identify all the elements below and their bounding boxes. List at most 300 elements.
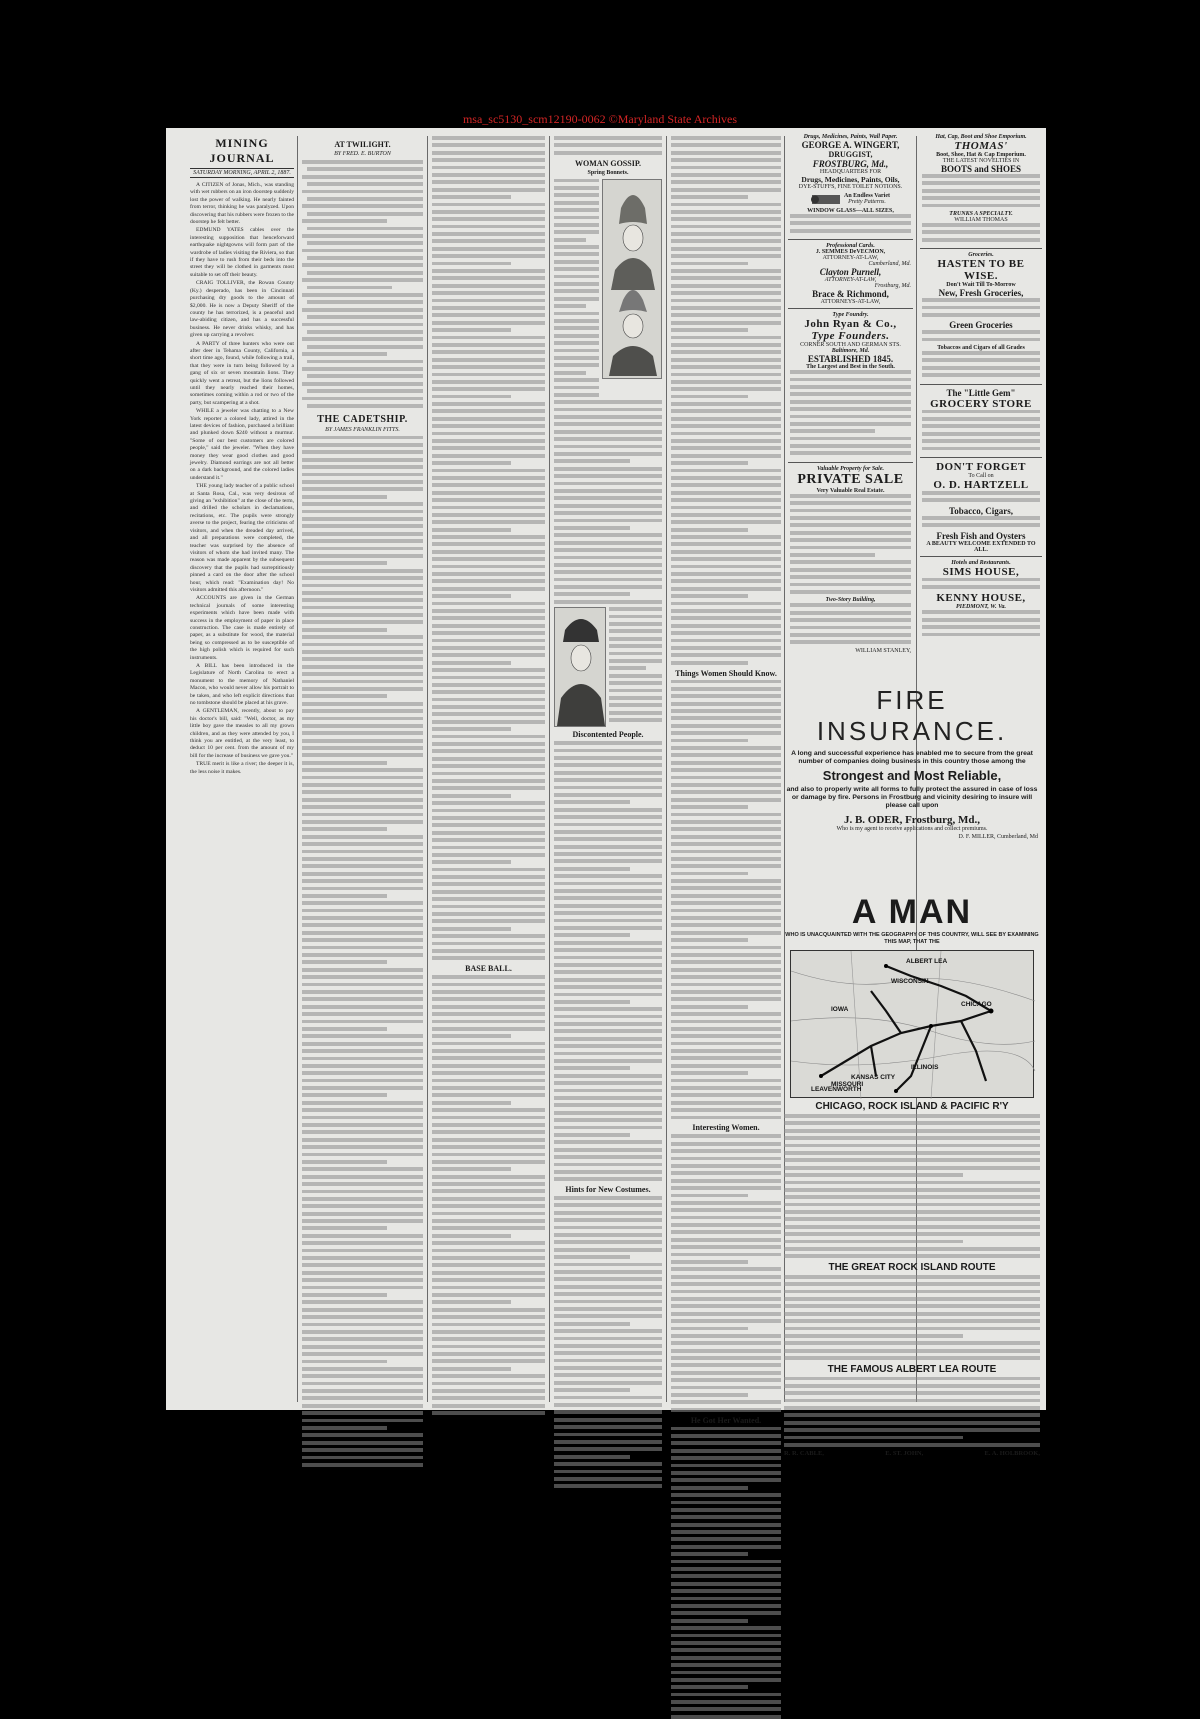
text-line	[671, 631, 781, 635]
text-line	[554, 852, 662, 856]
text-line	[554, 956, 662, 960]
text-line	[671, 1685, 748, 1689]
text-line	[302, 1396, 423, 1400]
text-line	[302, 635, 423, 639]
text-line	[554, 911, 662, 915]
text-line	[671, 542, 781, 546]
text-line	[432, 195, 511, 199]
text-line	[671, 535, 781, 539]
text-line	[671, 1064, 781, 1068]
text-line	[671, 602, 781, 606]
text-line	[784, 1151, 1040, 1155]
column-rule	[297, 136, 298, 1402]
text-line	[671, 616, 781, 620]
text-line	[671, 960, 781, 964]
text-line	[784, 1247, 1040, 1251]
text-line	[671, 916, 781, 920]
text-line	[307, 286, 392, 290]
text-line	[922, 230, 1040, 234]
text-line	[302, 1071, 423, 1075]
text-line	[671, 1275, 781, 1279]
text-line	[432, 491, 545, 495]
wanted-title: He Got Her Wanted.	[690, 1415, 762, 1425]
wingert-glass: WINDOW GLASS—ALL SIZES,	[807, 208, 894, 214]
text-line	[432, 1130, 545, 1134]
wingert-goods: Drugs, Medicines, Paints, Oils,	[801, 175, 900, 184]
text-line	[302, 1241, 423, 1245]
text-line	[790, 618, 911, 622]
text-line	[432, 1226, 545, 1230]
text-line	[432, 276, 545, 280]
text-line	[432, 262, 511, 266]
text-line	[307, 330, 423, 334]
text-line	[554, 763, 662, 767]
text-line	[302, 450, 423, 454]
hat-illustration	[554, 607, 606, 727]
wanted-body	[671, 1427, 781, 1719]
text-line	[671, 343, 781, 347]
text-line	[784, 1319, 1040, 1323]
text-line	[671, 328, 748, 332]
professional-cards	[788, 240, 913, 309]
dont-wait: Don't Wait Till To-Morrow	[946, 282, 1016, 289]
text-line	[790, 568, 911, 572]
text-line	[432, 942, 545, 946]
ryan-ad	[788, 309, 913, 463]
text-line	[302, 397, 423, 401]
text-line	[671, 776, 781, 780]
map-label: WISCONSIN	[891, 978, 929, 985]
text-line	[554, 896, 662, 900]
text-line	[554, 143, 662, 147]
text-line	[554, 1170, 662, 1174]
railroad-map	[790, 950, 1034, 1098]
text-line	[302, 1300, 423, 1304]
text-line	[302, 879, 423, 883]
text-line	[554, 1329, 662, 1333]
text-line	[554, 926, 662, 930]
text-line	[671, 661, 748, 665]
text-line	[554, 948, 662, 952]
text-line	[554, 1074, 662, 1078]
text-line	[790, 516, 911, 520]
text-line	[432, 1249, 545, 1253]
text-line	[432, 528, 511, 532]
text-line	[554, 526, 630, 530]
map-label: ILLINOIS	[911, 1064, 939, 1071]
text-line	[432, 572, 545, 576]
text-line	[302, 1057, 423, 1061]
poem-author: BY FRED. E. BURTON	[334, 151, 391, 157]
text-line	[302, 1219, 423, 1223]
text-line	[302, 1226, 387, 1230]
grocery-ad	[920, 249, 1042, 385]
text-line	[554, 1022, 662, 1026]
prof-title: Professional Cards.	[826, 243, 875, 250]
text-line	[671, 1356, 781, 1360]
text-line	[790, 494, 911, 498]
text-line	[432, 232, 545, 236]
text-line	[671, 1005, 748, 1009]
text-line	[671, 872, 748, 876]
railroad-sig-1: R. R. CABLE,	[784, 1450, 824, 1458]
text-line	[432, 1352, 545, 1356]
text-line	[302, 606, 423, 610]
text-line	[784, 1282, 1040, 1286]
text-line	[671, 997, 781, 1001]
text-line	[671, 798, 781, 802]
text-line	[302, 731, 423, 735]
text-line	[790, 370, 911, 374]
text-line	[302, 517, 423, 521]
text-line	[671, 1552, 748, 1556]
text-line	[432, 432, 545, 436]
hotels-ad	[920, 557, 1042, 643]
text-line	[432, 757, 545, 761]
text-line	[432, 868, 545, 872]
brace-role: ATTORNEYS-AT-LAW,	[820, 299, 881, 306]
text-line	[671, 1327, 748, 1331]
text-line	[302, 1463, 423, 1467]
text-line	[302, 263, 423, 267]
text-line	[671, 1582, 781, 1586]
text-line	[432, 668, 545, 672]
article-paragraph: WHILE a jeweler was chatting to a New York reporter a colored lady, attired in the latest devices of fashion, purchased a brilliant and plunked down $240 without a murmur. "Some of our best customers are colored people," said the jeweler. "When they have money they wear good clothes and good jewelry. Diamond earrings are not all better on a dark background, and the colored ladies understand it."	[190, 408, 294, 481]
text-line	[671, 1171, 781, 1175]
wingert-name: GEORGE A. WINGERT,	[801, 140, 900, 150]
text-line	[671, 424, 781, 428]
text-line	[432, 1197, 545, 1201]
map-label: CHICAGO	[961, 1001, 992, 1008]
text-line	[432, 1071, 545, 1075]
text-line	[554, 1381, 662, 1385]
text-line	[554, 282, 599, 286]
text-line	[671, 446, 781, 450]
text-line	[432, 890, 545, 894]
text-line	[302, 709, 423, 713]
text-line	[671, 350, 781, 354]
story-body	[302, 436, 423, 1467]
text-line	[671, 579, 781, 583]
text-line	[671, 1201, 781, 1205]
wingert-role: DRUGGIST,	[828, 150, 873, 159]
text-line	[432, 823, 545, 827]
spring-bonnets-title: Spring Bonnets.	[587, 169, 629, 176]
text-line	[671, 1486, 748, 1490]
text-line	[922, 625, 1040, 629]
text-line	[922, 196, 1040, 200]
text-line	[302, 352, 387, 356]
text-line	[671, 1508, 781, 1512]
text-line	[554, 400, 662, 404]
text-line	[554, 363, 599, 367]
text-line	[671, 624, 781, 628]
property-ad	[788, 463, 913, 657]
text-line	[554, 260, 599, 264]
text-line	[671, 188, 781, 192]
text-line	[671, 225, 781, 229]
text-line	[432, 535, 545, 539]
text-line	[671, 1253, 781, 1257]
text-line	[784, 1421, 1040, 1425]
text-line	[671, 1079, 781, 1083]
text-line	[432, 513, 545, 517]
text-line	[432, 151, 545, 155]
text-line	[554, 1396, 662, 1400]
text-line	[554, 830, 662, 834]
text-line	[302, 798, 423, 802]
story-continued	[432, 136, 545, 960]
text-line	[302, 1153, 423, 1157]
text-line	[432, 217, 545, 221]
text-line	[554, 963, 662, 967]
text-line	[302, 443, 423, 447]
text-line	[432, 772, 545, 776]
text-line	[302, 820, 423, 824]
text-line	[302, 672, 423, 676]
text-line	[432, 203, 545, 207]
text-line	[432, 439, 545, 443]
text-line	[922, 189, 1040, 193]
text-line	[302, 813, 423, 817]
text-line	[432, 735, 545, 739]
text-line	[671, 1267, 781, 1271]
text-line	[671, 336, 781, 340]
text-line	[302, 367, 423, 371]
text-line	[432, 520, 545, 524]
text-line	[554, 1447, 662, 1451]
text-line	[302, 532, 423, 536]
text-line	[432, 1396, 545, 1400]
text-line	[302, 1404, 423, 1408]
text-line	[671, 842, 781, 846]
text-line	[302, 1419, 423, 1423]
article-paragraph: A BILL has been introduced in the Legislature of North Carolina to erect a monument to the memory of Nathaniel Macon, who would never allow his portrait to be taken, and who left explicit directions that no tombstone should be placed at his grave.	[190, 663, 294, 707]
thomas-fine	[922, 174, 1040, 207]
text-line	[554, 1373, 662, 1377]
text-line	[302, 1116, 423, 1120]
text-line	[432, 239, 545, 243]
text-line	[671, 820, 781, 824]
text-line	[922, 516, 1040, 520]
text-line	[790, 385, 911, 389]
text-line	[671, 827, 781, 831]
text-line	[922, 373, 1040, 377]
text-line	[554, 1089, 662, 1093]
devecmon-name: J. SEMMES DeVECMON,	[815, 249, 886, 256]
newspaper-page	[166, 128, 1046, 1458]
text-line	[432, 1219, 545, 1223]
fire-agent: J. B. ODER, Frostburg, Md.,	[843, 814, 981, 826]
fresh-groceries: New, Fresh Groceries,	[938, 288, 1024, 299]
text-line	[432, 990, 545, 994]
text-line	[790, 400, 911, 404]
text-line	[554, 837, 662, 841]
text-line	[671, 1663, 781, 1667]
text-line	[432, 816, 545, 820]
text-line	[432, 1300, 511, 1304]
text-line	[302, 665, 423, 669]
text-line	[307, 167, 423, 171]
private-sale: PRIVATE SALE	[797, 471, 904, 487]
albert-lea-route: THE FAMOUS ALBERT LEA ROUTE	[827, 1363, 997, 1375]
text-line	[671, 461, 748, 465]
text-line	[671, 1245, 781, 1249]
railroad-route: THE GREAT ROCK ISLAND ROUTE	[828, 1261, 996, 1273]
text-line	[922, 338, 1040, 342]
text-line	[609, 659, 662, 663]
text-line	[432, 387, 545, 391]
text-line	[432, 983, 545, 987]
text-line	[302, 561, 387, 565]
text-line	[784, 1391, 1040, 1395]
text-line	[671, 239, 781, 243]
text-line	[671, 694, 781, 698]
text-line	[784, 1443, 1040, 1447]
text-line	[671, 1216, 781, 1220]
text-line	[302, 1190, 423, 1194]
text-line	[432, 350, 545, 354]
text-line	[302, 1448, 423, 1452]
text-line	[554, 889, 662, 893]
text-line	[671, 716, 781, 720]
text-line	[432, 690, 545, 694]
text-line	[609, 644, 662, 648]
column-2	[302, 136, 423, 1402]
text-line	[790, 590, 911, 594]
text-line	[432, 609, 545, 613]
text-line	[922, 491, 1040, 495]
text-line	[671, 894, 781, 898]
text-line	[671, 1648, 781, 1652]
text-line	[432, 446, 545, 450]
discontented-body	[554, 741, 662, 1181]
text-line	[671, 1093, 781, 1097]
text-line	[554, 1344, 662, 1348]
text-line	[302, 827, 387, 831]
text-line	[554, 1477, 662, 1481]
thomas-novel: THE LATEST NOVELTIES IN	[942, 158, 1020, 164]
text-line	[790, 415, 911, 419]
railroad-title: CHICAGO, ROCK ISLAND & PACIFIC R'Y	[815, 1101, 1009, 1112]
text-line	[554, 1203, 662, 1207]
text-line	[432, 742, 545, 746]
wingert-variety: An Endless Variet	[843, 193, 890, 199]
text-line	[302, 938, 423, 942]
text-line	[554, 941, 662, 945]
text-line	[671, 1441, 781, 1445]
text-line	[432, 1271, 545, 1275]
text-line	[922, 174, 1040, 178]
text-line	[432, 1256, 545, 1260]
grocery-store: GROCERY STORE	[930, 397, 1032, 410]
text-line	[302, 628, 387, 632]
wingert-strip: Drugs, Medicines, Paints, Wall Paper.	[803, 134, 898, 140]
text-line	[432, 136, 545, 140]
text-line	[432, 454, 545, 458]
text-line	[671, 886, 781, 890]
text-line	[671, 835, 781, 839]
text-line	[671, 387, 781, 391]
text-line	[432, 424, 545, 428]
text-line	[554, 1300, 662, 1304]
text-line	[554, 815, 662, 819]
text-line	[671, 1034, 781, 1038]
poem-title: AT TWILIGHT.	[334, 140, 391, 149]
text-line	[671, 299, 781, 303]
text-line	[554, 1484, 662, 1488]
text-line	[302, 1256, 423, 1260]
text-line	[554, 238, 586, 242]
text-line	[671, 1611, 781, 1615]
text-line	[671, 365, 781, 369]
text-line	[554, 136, 662, 140]
text-line	[671, 1560, 781, 1564]
railroad-sig-2: E. ST. JOHN,	[885, 1450, 924, 1458]
text-line	[790, 429, 875, 433]
text-line	[432, 1093, 545, 1097]
base-ball-body	[432, 975, 545, 1415]
text-line	[307, 404, 423, 408]
text-line	[302, 234, 423, 238]
text-line	[554, 452, 662, 456]
text-line	[671, 783, 781, 787]
text-line	[671, 306, 781, 310]
text-line	[671, 953, 781, 957]
text-line	[554, 1425, 662, 1429]
text-line	[554, 1307, 662, 1311]
text-line	[302, 569, 423, 573]
fire-strongest: Strongest and Most Reliable,	[822, 768, 1002, 783]
text-line	[432, 1160, 545, 1164]
text-line	[671, 151, 781, 155]
text-line	[554, 592, 630, 596]
text-line	[671, 1537, 781, 1541]
text-line	[554, 1126, 662, 1130]
text-line	[302, 584, 423, 588]
text-line	[432, 1278, 545, 1282]
text-line	[302, 864, 423, 868]
text-line	[554, 993, 662, 997]
text-line	[302, 1374, 423, 1378]
text-line	[302, 1286, 423, 1290]
text-line	[307, 360, 423, 364]
fish-oysters: Fresh Fish and Oysters	[936, 530, 1026, 541]
text-line	[671, 469, 781, 473]
text-line	[302, 219, 387, 223]
text-line	[302, 1130, 423, 1134]
text-line	[671, 931, 781, 935]
text-line	[554, 326, 599, 330]
intro-text	[554, 136, 662, 155]
text-line	[671, 158, 781, 162]
text-line	[671, 1478, 781, 1482]
text-line	[302, 1249, 423, 1253]
text-line	[432, 1182, 545, 1186]
text-line	[671, 291, 781, 295]
text-line	[432, 616, 545, 620]
text-line	[609, 637, 662, 641]
text-line	[432, 542, 545, 546]
text-line	[554, 867, 630, 871]
text-line	[302, 887, 423, 891]
text-line	[432, 853, 545, 857]
map-label: IOWA	[831, 1006, 849, 1013]
text-line	[671, 1149, 781, 1153]
masthead-dateline: SATURDAY MORNING, APRIL 2, 1887.	[190, 169, 294, 178]
text-line	[671, 1671, 781, 1675]
text-line	[922, 366, 1040, 370]
